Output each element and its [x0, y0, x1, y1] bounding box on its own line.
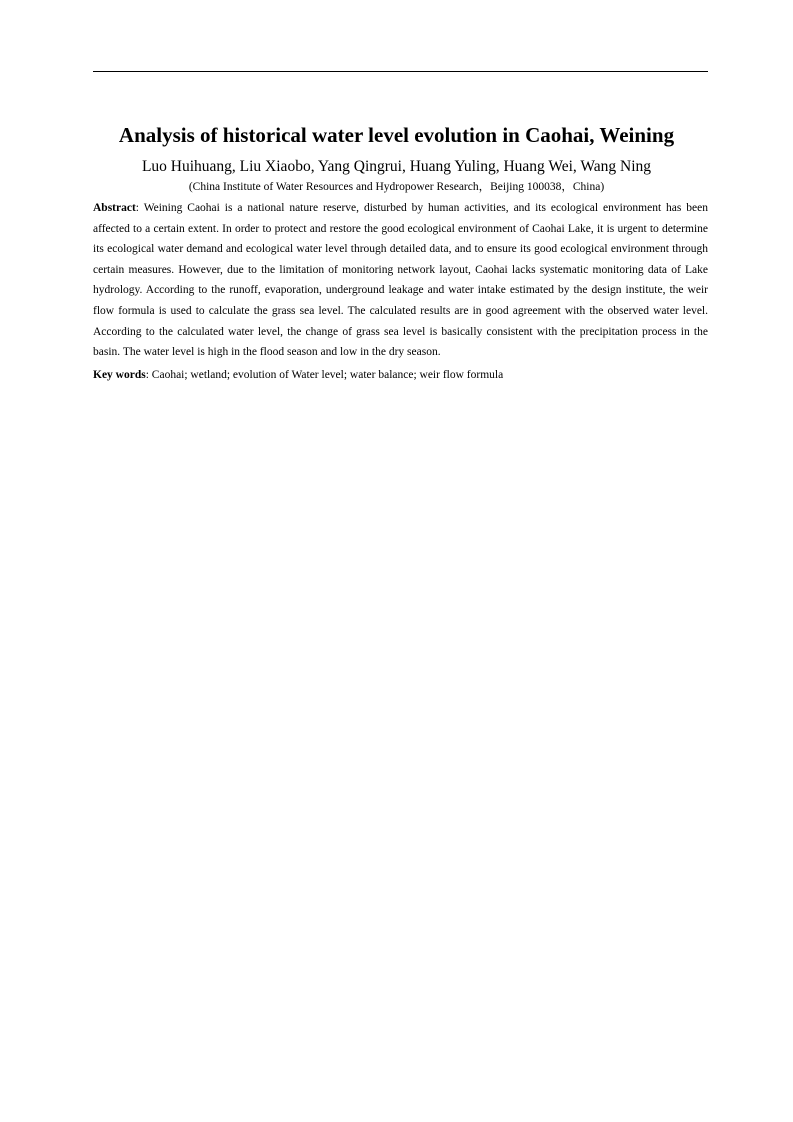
paper-title: Analysis of historical water level evolution in Caohai, Weining — [118, 123, 675, 147]
abstract — [93, 198, 708, 363]
affiliation: (China Institute of Water Resources and Hydropower Research，Beijing 100038，China) — [188, 181, 605, 193]
keywords — [93, 365, 708, 385]
keywords-text: : Caohai; wetland; evolution of Water level; water balance; weir flow formula — [145, 369, 504, 381]
author-list: Luo Huihuang, Liu Xiaobo, Yang Qingrui, Huang Yuling, Huang Wei, Wang Ning — [141, 158, 652, 175]
keywords-label: Key words — [93, 369, 146, 381]
header-rule — [93, 71, 708, 72]
abstract-text: : Weining Caohai is a national nature reserve, disturbed by human activities, and its ecological environment has been affected to a certain extent. In order to protect and restore the good ecological environment of Caohai Lake, it is urgent to determine its ecological water demand and ecological water level through detailed data, and to ensure its good ecological environment through certain measures. However, due to the limitation of monitoring network layout, Caohai lacks systematic monitoring data of Lake hydrology. According to the runoff, evaporation, underground leakage and water intake estimated by the design institute, the weir flow formula is used to calculate the grass sea level. The calculated results are in good agreement with the observed water level. According to the calculated water level, the change of grass sea level is basically consistent with the precipitation process in the basin. The water level is high in the flood season and low in the dry season. — [93, 202, 708, 359]
abstract-label: Abstract — [93, 202, 136, 214]
